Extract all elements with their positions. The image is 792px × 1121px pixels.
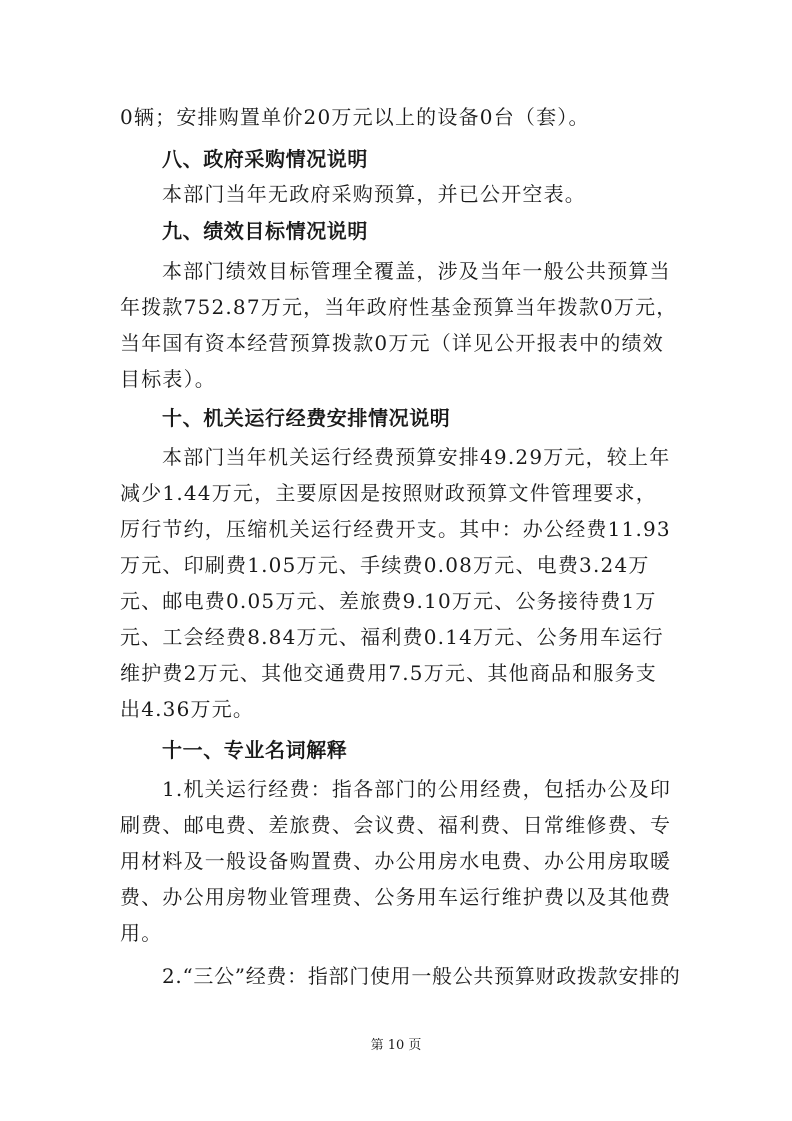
body-text-line: 本部门当年无政府采购预算，并已公开空表。	[162, 182, 586, 206]
body-text-line: 1.机关运行经费：指各部门的公用经费，包括办公及印	[162, 777, 672, 801]
body-text-line: 用。	[120, 921, 163, 945]
body-text-line: 万元、印刷费1.05万元、手续费0.08万元、电费3.24万	[120, 553, 650, 577]
section-heading-operating-funds: 十、机关运行经费安排情况说明	[162, 406, 451, 430]
section-heading-procurement: 八、政府采购情况说明	[162, 147, 368, 171]
section-heading-glossary: 十一、专业名词解释	[162, 738, 348, 762]
body-text-line: 本部门绩效目标管理全覆盖，涉及当年一般公共预算当	[162, 259, 671, 283]
body-text-line: 刷费、邮电费、差旅费、会议费、福利费、日常维修费、专	[120, 813, 672, 837]
body-text-line: 2.“三公”经费：指部门使用一般公共预算财政拨款安排的	[162, 964, 681, 988]
body-text-line: 出4.36万元。	[120, 697, 255, 721]
body-text-line: 元、邮电费0.05万元、差旅费9.10万元、公务接待费1万	[120, 589, 657, 613]
body-text-line: 减少1.44万元，主要原因是按照财政预算文件管理要求，	[120, 481, 657, 505]
body-text-line: 0辆；安排购置单价20万元以上的设备0台（套）。	[120, 105, 590, 129]
section-heading-performance: 九、绩效目标情况说明	[162, 219, 368, 243]
body-text-line: 用材料及一般设备购置费、办公用房水电费、办公用房取暖	[120, 849, 672, 873]
body-text-line: 本部门当年机关运行经费预算安排49.29万元，较上年	[162, 445, 671, 469]
body-text-line: 厉行节约，压缩机关运行经费开支。其中：办公经费11.93	[120, 517, 671, 541]
body-text-line: 目标表）。	[120, 367, 216, 391]
body-text-line: 维护费2万元、其他交通费用7.5万元、其他商品和服务支	[120, 661, 657, 685]
body-text-line: 当年国有资本经营预算拨款0万元（详见公开报表中的绩效	[120, 331, 664, 355]
page-number: 第 10 页	[370, 1038, 422, 1053]
body-text-line: 费、办公用房物业管理费、公务用车运行维护费以及其他费	[120, 885, 672, 909]
body-text-line: 元、工会经费8.84万元、福利费0.14万元、公务用车运行	[120, 625, 664, 649]
body-text-line: 年拨款752.87万元，当年政府性基金预算当年拨款0万元，	[120, 295, 678, 319]
